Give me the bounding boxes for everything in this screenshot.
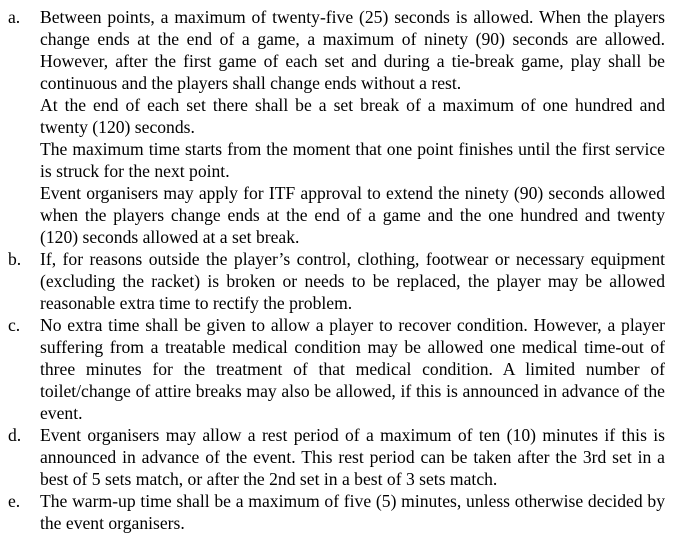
list-item-c <box>4 314 665 424</box>
item-body <box>40 6 665 248</box>
item-body <box>40 314 665 424</box>
paragraph: Event organisers may apply for ITF approval to extend the ninety (90) seconds allowed when the players change ends at the end of a game and the one hundred and twenty (120) seconds allowed at a set break. <box>40 183 665 247</box>
paragraph: At the end of each set there shall be a set break of a maximum of one hundred and twenty (120) seconds. <box>40 95 665 137</box>
list-item-b <box>4 248 665 314</box>
item-marker: e. <box>8 491 21 511</box>
item-marker: a. <box>8 7 21 27</box>
item-marker: d. <box>8 425 22 445</box>
item-body <box>40 424 665 490</box>
list-item-e <box>4 490 665 534</box>
item-marker: b. <box>8 249 22 269</box>
paragraph: Between points, a maximum of twenty-five (25) seconds is allowed. When the players change ends at the end of a game, a maximum of ninety (90) seconds are allowed. However, after the first game of each set and during a tie-break game, play shall be continuous and the players shall change ends without a rest. <box>40 7 665 93</box>
paragraph: The warm-up time shall be a maximum of five (5) minutes, unless otherwise decided by the event organisers. <box>40 491 665 533</box>
paragraph: The maximum time starts from the moment that one point finishes until the first service is struck for the next point. <box>40 139 665 181</box>
item-marker: c. <box>8 315 21 335</box>
paragraph: No extra time shall be given to allow a player to recover condition. However, a player suffering from a treatable medical condition may be allowed one medical time-out of three minutes for the treatment of that medical condition. A limited number of toilet/change of attire breaks may also be allowed, if this is announced in advance of the event. <box>40 315 665 423</box>
paragraph: If, for reasons outside the player’s control, clothing, footwear or necessary equipment (excluding the racket) is broken or needs to be replaced, the player may be allowed reasonable extra time to rectify the problem. <box>40 249 665 313</box>
paragraph: Event organisers may allow a rest period of a maximum of ten (10) minutes if this is announced in advance of the event. This rest period can be taken after the 3rd set in a best of 5 sets match, or after the 2nd set in a best of 3 sets match. <box>40 425 665 489</box>
list-item-d <box>4 424 665 490</box>
list-item-a <box>4 6 665 248</box>
item-body <box>40 490 665 534</box>
item-body <box>40 248 665 314</box>
